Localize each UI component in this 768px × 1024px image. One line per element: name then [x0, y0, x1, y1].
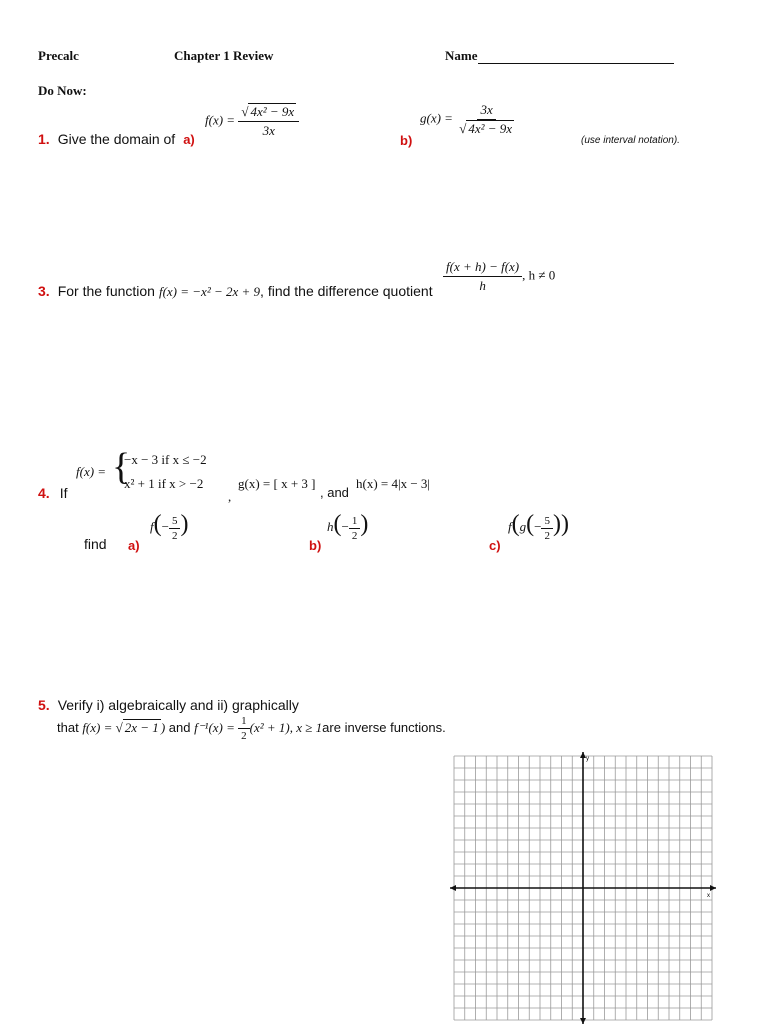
function-name: f: [508, 519, 512, 534]
condition: , h ≠ 0: [522, 267, 556, 283]
fraction: [541, 515, 553, 542]
y-axis-label: y: [586, 756, 589, 762]
and-word: , and: [320, 485, 349, 500]
question-number: 5.: [38, 697, 50, 713]
inverse-lhs: f⁻¹(x) =: [194, 719, 239, 735]
question-prompt-end: , find the difference quotient: [260, 283, 433, 299]
g-definition: g(x) = [ x + 3 ]: [238, 476, 316, 491]
difference-quotient: [443, 259, 555, 294]
piece-1: −x − 3 if x ≤ −2: [124, 452, 207, 467]
denominator: 2: [241, 730, 247, 742]
name-label: Name: [445, 48, 478, 63]
q4b-expression: [327, 512, 368, 542]
fraction: [443, 259, 522, 294]
name-field[interactable]: [445, 48, 674, 64]
numerator: f(x + h) − f(x): [443, 259, 522, 277]
y-axis-arrow-bottom: [580, 1018, 586, 1024]
paren: (: [526, 511, 535, 537]
q1a-function: [205, 104, 299, 139]
denominator: 2: [171, 529, 178, 542]
q4c-expression: [508, 512, 569, 542]
end-text: are inverse functions.: [322, 719, 446, 735]
function-name: h: [327, 519, 334, 534]
half-fraction: [238, 715, 250, 742]
fraction: [238, 104, 299, 139]
paren: (: [511, 511, 520, 537]
inner-function-name: g: [519, 519, 527, 534]
function-name: f: [150, 519, 154, 534]
f-expression: f(x) =: [82, 719, 116, 735]
coordinate-grid[interactable]: [450, 752, 716, 1024]
function-name: g(x) =: [420, 110, 453, 126]
radicand: 4x² − 9x: [250, 104, 295, 119]
fraction: [349, 515, 361, 542]
paren: ): [560, 511, 569, 537]
denominator: 2: [544, 529, 550, 542]
minus: −: [161, 519, 169, 534]
numerator: √ 4x² − 9x: [238, 104, 299, 122]
part-a-label: a): [183, 132, 195, 147]
paren: (: [153, 511, 162, 537]
paren: ): [360, 511, 369, 537]
f-radicand: 2x − 1: [124, 719, 159, 735]
function-definition: f(x) = −x² − 2x + 9: [158, 284, 261, 299]
fraction: [169, 515, 181, 542]
question-prompt: Give the domain of: [57, 131, 176, 147]
paren: ): [180, 511, 189, 537]
name-line[interactable]: [478, 49, 674, 64]
x-axis-arrow-left: [450, 885, 456, 891]
denominator: √ 4x² − 9x: [459, 121, 513, 136]
and-word: and: [165, 719, 195, 735]
numerator: 5: [169, 515, 181, 529]
question-number: 1.: [38, 131, 50, 147]
inverse-rest: (x² + 1), x ≥ 1: [249, 719, 323, 735]
minus: −: [341, 519, 349, 534]
function-name: f(x) =: [76, 464, 107, 479]
paren: (: [333, 511, 342, 537]
denominator: h: [479, 278, 486, 293]
h-definition: h(x) = 4|x − 3|: [356, 476, 431, 491]
paren: ): [552, 511, 561, 537]
part-b-label: b): [400, 133, 413, 148]
minus: −: [534, 519, 542, 534]
comma: ,: [228, 489, 232, 504]
q1b-function: [420, 102, 517, 137]
course-label: Precalc: [38, 48, 79, 63]
if-word: If: [59, 485, 68, 501]
q4a-expression: [150, 512, 188, 542]
piece-2: x² + 1 if x > −2: [124, 476, 204, 491]
brace: {: [112, 446, 131, 488]
find-word: find: [84, 536, 107, 552]
question-5: [38, 697, 299, 715]
radicand: 4x² − 9x: [468, 121, 513, 136]
close-paren: ): [160, 719, 166, 735]
denominator: 2: [351, 529, 358, 542]
part-c-label: c): [489, 538, 501, 553]
question-number: 3.: [38, 283, 50, 299]
question-3: [38, 283, 433, 301]
q5-line-2: that f(x) = √ 2x − 1 ) and f⁻¹(x) = $\frac{1}{2}$ (x² + 1), x ≥ 1are inverse functions.: [57, 715, 446, 742]
numerator: 3x: [477, 102, 495, 120]
question-prompt: Verify i) algebraically and ii) graphically: [57, 697, 299, 713]
x-axis-arrow-right: [710, 885, 716, 891]
document-title: Chapter 1 Review: [174, 48, 274, 63]
x-axis-label: x: [707, 893, 710, 899]
numerator: 1: [349, 515, 361, 529]
question-4: [38, 485, 67, 503]
function-name: f(x) =: [205, 112, 236, 128]
part-a-label: a): [128, 538, 140, 553]
question-prompt: For the function: [57, 283, 155, 299]
part-b-label: b): [309, 538, 322, 553]
that-word: that: [57, 719, 79, 735]
numerator: 5: [541, 515, 553, 529]
denominator: 3x: [262, 123, 275, 138]
question-number: 4.: [38, 485, 50, 501]
question-1: [38, 131, 195, 149]
numerator: 1: [238, 715, 250, 729]
interval-note: (use interval notation).: [581, 135, 680, 146]
fraction: [456, 102, 517, 137]
do-now-heading: Do Now:: [38, 83, 87, 98]
